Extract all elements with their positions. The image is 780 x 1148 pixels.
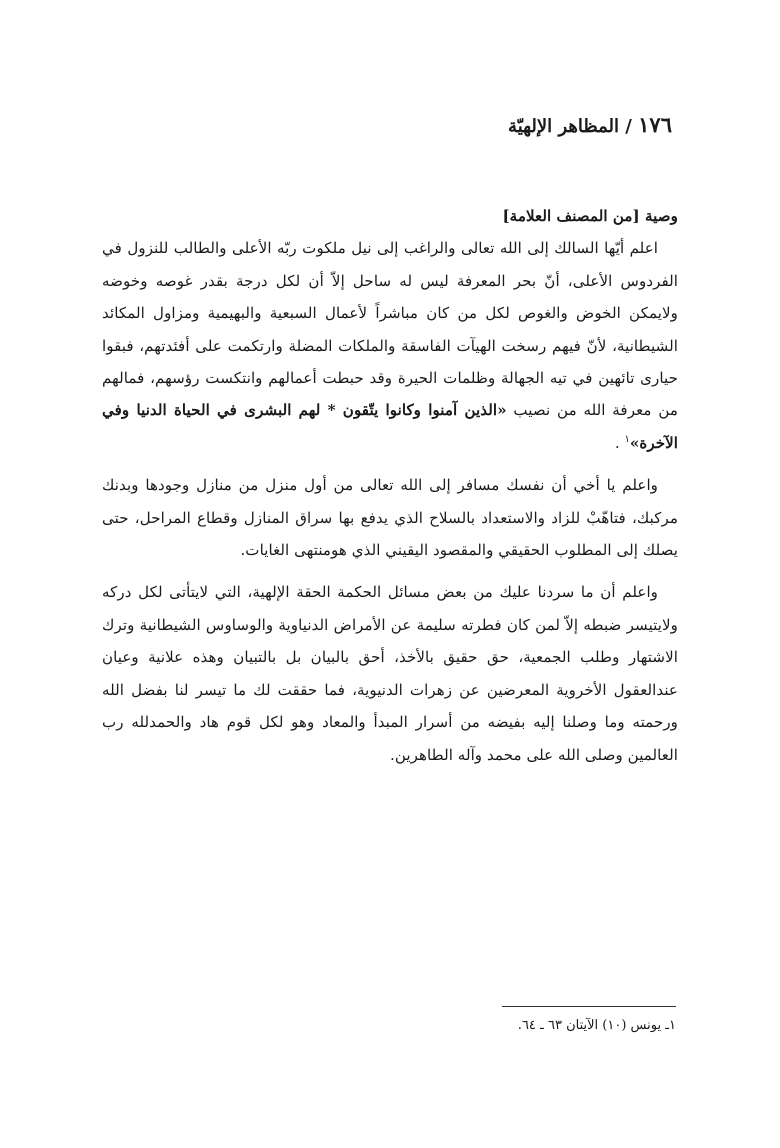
footnote: ١ـ يونس (١٠) الآيتان ٦٣ ـ ٦٤. [517,1018,676,1033]
footnote-ref: ١ [624,433,630,445]
book-title: المظاهر الإلهيّة [508,116,620,137]
paragraph-1 [102,232,678,459]
paragraph-1-text: اعلم أيّها السالك إلى الله تعالى والراغب إلى نيل ملكوت ربّه الأعلى والطالب للنزول في الفردوس الأعلى، أنّ بحر المعرفة ليس له ساحل إلاّ أن لكل درجة بقدر غوصه وخوضه ولايمكن الخوض والغوص لكل من كان مباشراً لأعمال السبعية والبهيمية ومزاول المكائد الشيطانية، لأنّ فيهم رسخت الهيآت الفاسقة والملكات المضلة وارتكمت على أفئدتهم، فبقوا حيارى تائهين في تيه الجهالة وظلمات الحيرة وقد حبطت أعمالهم وانتكست رؤسهم، فمالهم من معرفة الله من نصيب [102,239,679,420]
footnote-divider [502,1006,676,1007]
paragraph-3: واعلم أن ما سردنا عليك من بعض مسائل الحكمة الحقة الإلهية، التي لايتأتى لكل دركه ولايتيسر ضبطه إلاّ لمن كان فطرته سليمة عن الأمراض الدنياوية والوساوس الشيطانية وترك الاشتهار وطلب الجمعية، حق حقيق بالأخذ، أحق بالبيان بل بالتبيان وهذه علانية وعيان عندالعقول الأخروية المعرضين عن زهرات الدنيوية، فما حققت لك ما تيسر لنا بفضل الله ورحمته وما وصلنا إليه بفيضه من أسرار المبدأ والمعاد وهو لكل قوم هاد والحمدلله رب العالمين وصلى الله على محمد وآله الطاهرين. [102,583,678,764]
body-text [102,200,678,771]
paragraph-1-end: . [614,433,620,452]
page-number: ١٧٦ [638,112,672,137]
quran-quote: «الذين آمنوا وكانوا يتّقون * لهم البشرى في الحياة الدنيا وفي الآخرة» [102,401,678,452]
running-header [508,112,672,137]
section-heading: وصية [من المصنف العلامة] [502,207,678,225]
paragraph-2: واعلم يا أخي أن نفسك مسافر إلى الله تعالى من أول منزل من منازل وجودها وبدنك مركبك، فتاهّبْ للزاد والاستعداد بالسلاح الذي يدفع بها سراق المنازل وقطاع المراحل، حتى يصلك إلى المطلوب الحقيقي والمقصود اليقيني الذي هومنتهى الغايات. [102,476,678,560]
header-separator: / [625,116,632,137]
